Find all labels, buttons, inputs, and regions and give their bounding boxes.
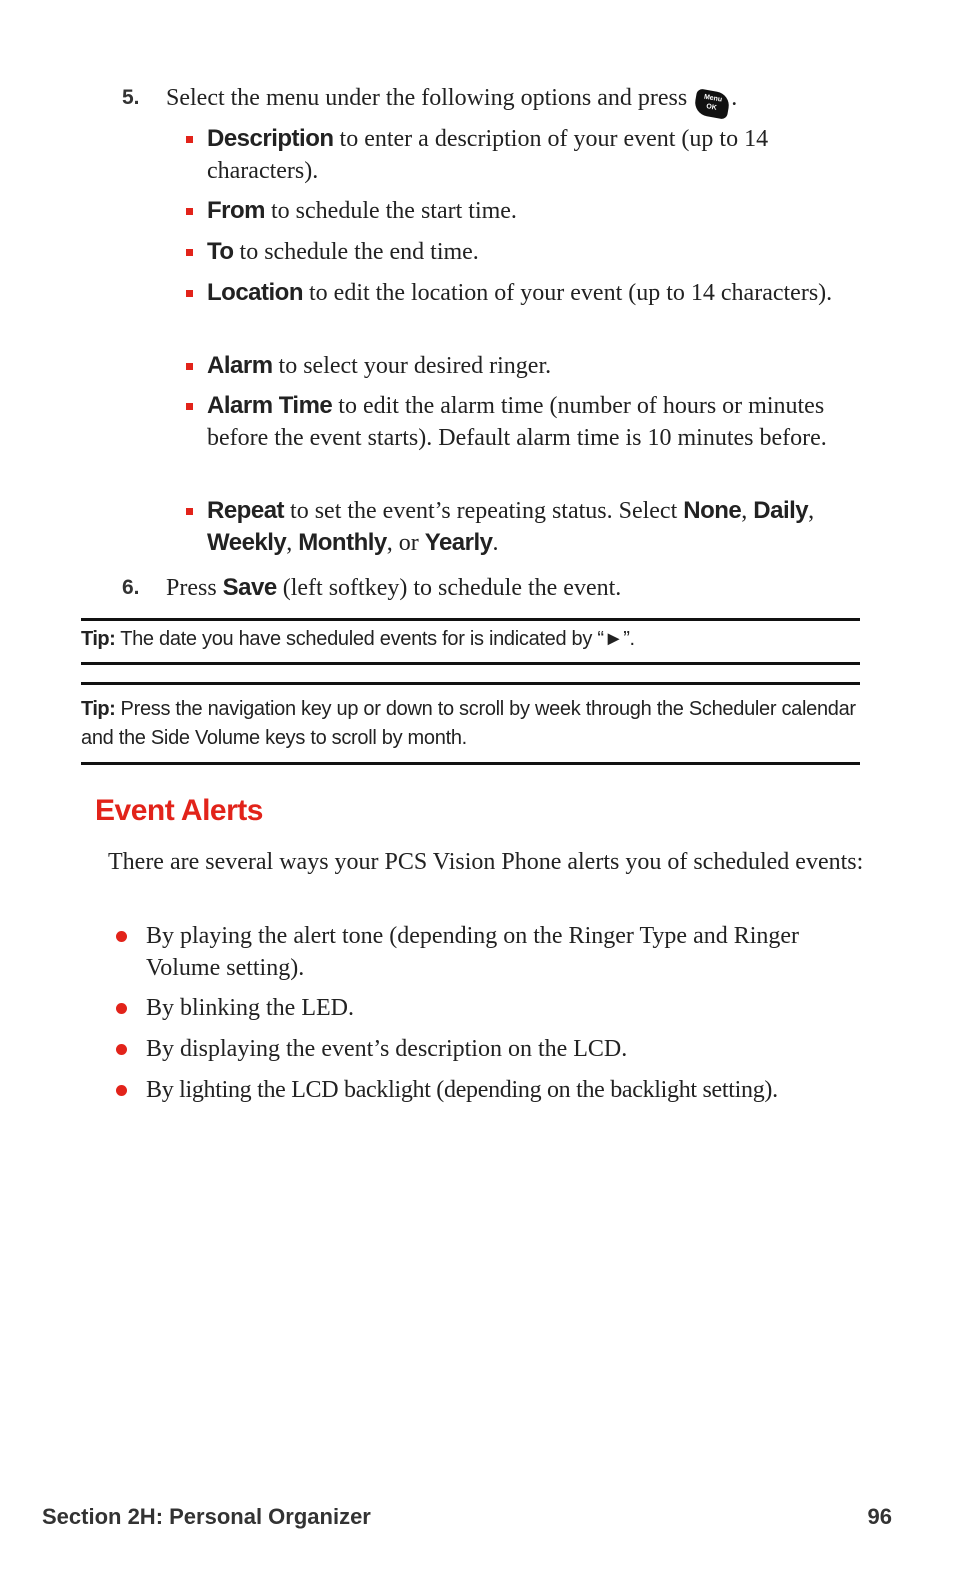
intro-paragraph: There are several ways your PCS Vision Phone alerts you of scheduled events:	[108, 849, 864, 875]
round-bullet-icon	[116, 931, 127, 942]
option-term: Alarm Time	[207, 392, 333, 419]
repeat-option-weekly: Weekly	[207, 529, 287, 556]
option-term: Alarm	[207, 352, 273, 379]
option-term: Description	[207, 125, 334, 152]
repeat-option-yearly: Yearly	[424, 529, 493, 556]
round-bullet-icon	[116, 1085, 127, 1096]
round-bullet-icon	[116, 1003, 127, 1014]
option-term: Location	[207, 279, 303, 306]
list-item: By displaying the event’s description on the LCD.	[116, 1033, 868, 1065]
step-text: Select the menu under the following options and press	[166, 85, 688, 111]
step-number: 5.	[122, 86, 140, 109]
square-bullet-icon	[186, 290, 193, 297]
option-alarm-time: Alarm Time to edit the alarm time (number of hours or minutes before the event starts). Default alarm time is 10 minutes before.	[186, 390, 858, 454]
option-repeat: Repeat to set the event’s repeating status. Select None, Daily, Weekly, Monthly, or Yearly.	[186, 495, 858, 559]
repeat-option-daily: Daily	[753, 497, 809, 524]
step-number: 6.	[122, 576, 140, 599]
square-bullet-icon	[186, 249, 193, 256]
square-bullet-icon	[186, 508, 193, 515]
tip-box-1	[81, 618, 860, 665]
repeat-option-none: None	[683, 497, 742, 524]
option-alarm: Alarm to select your desired ringer.	[186, 350, 858, 382]
save-softkey-term: Save	[222, 574, 277, 601]
step-5: 5. Select the menu under the following options and press Menu OK .	[122, 82, 862, 117]
footer-section-label: Section 2H: Personal Organizer	[42, 1504, 371, 1529]
tip-text: Press the navigation key up or down to scroll by week through the Scheduler calendar and the Side Volume keys to scroll by month.	[81, 698, 856, 749]
list-item: By blinking the LED.	[116, 992, 868, 1024]
round-bullet-icon	[116, 1044, 127, 1055]
square-bullet-icon	[186, 136, 193, 143]
option-to: To to schedule the end time.	[186, 236, 858, 268]
option-description: Description to enter a description of your event (up to 14 characters).	[186, 123, 858, 187]
repeat-option-monthly: Monthly	[298, 529, 387, 556]
tip-text: The date you have scheduled events for is indicated by “►”.	[115, 628, 635, 650]
square-bullet-icon	[186, 363, 193, 370]
menu-ok-key-icon: Menu OK	[693, 88, 731, 120]
tip-box-2	[81, 682, 860, 765]
page-number: 96	[867, 1504, 892, 1529]
option-from: From to schedule the start time.	[186, 195, 858, 227]
square-bullet-icon	[186, 403, 193, 410]
option-term: From	[207, 197, 265, 224]
option-term: Repeat	[207, 497, 285, 524]
section-heading: Event Alerts	[95, 794, 263, 827]
option-term: To	[207, 238, 234, 265]
tip-label: Tip:	[81, 628, 116, 650]
list-item: By lighting the LCD backlight (depending on the backlight setting).	[116, 1074, 876, 1106]
step-6: 6. Press Save (left softkey) to schedule the event.	[122, 572, 862, 604]
option-location: Location to edit the location of your event (up to 14 characters).	[186, 277, 858, 309]
tip-label: Tip:	[81, 698, 116, 720]
list-item: By playing the alert tone (depending on the Ringer Type and Ringer Volume setting).	[116, 920, 868, 984]
square-bullet-icon	[186, 208, 193, 215]
